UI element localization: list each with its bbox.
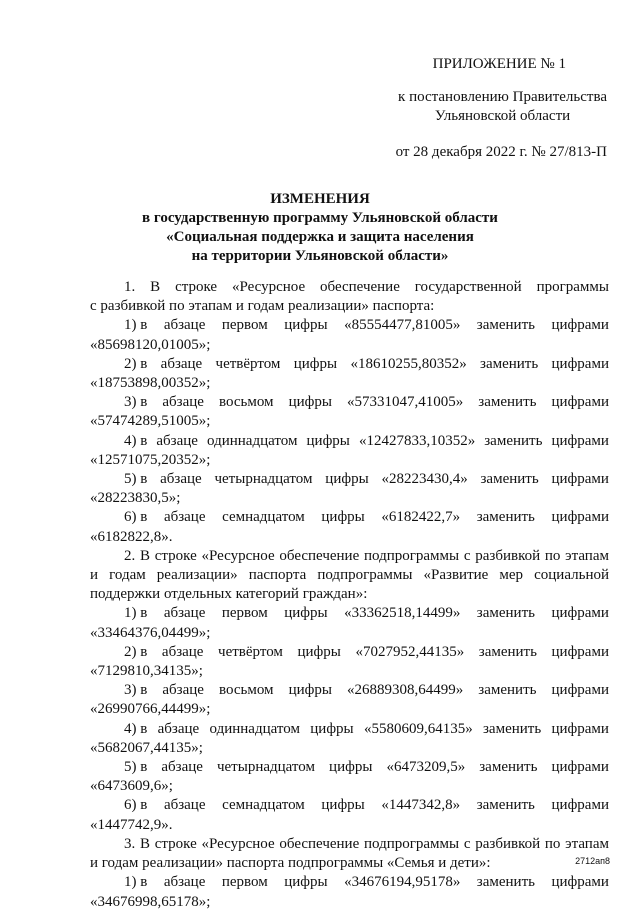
amendment-word: 2) в xyxy=(124,643,148,660)
amendment-word: «33362518,14499» xyxy=(344,605,461,622)
amendment-word: 6) в xyxy=(124,797,148,814)
amendment-word: цифрами xyxy=(551,797,609,814)
amendment-word: первом xyxy=(221,874,268,891)
amendment-new-value: «6473609,6»; xyxy=(90,778,173,795)
amendment-word: 5) в xyxy=(124,471,148,488)
amendment-word: цифрами xyxy=(551,643,609,660)
amendment-word: абзаце xyxy=(161,759,203,776)
amendment-word: одиннадцатом xyxy=(207,432,298,449)
amendment-word: цифрами xyxy=(551,874,609,891)
document-body xyxy=(90,278,609,912)
amendment-new-value: «5682067,44135»; xyxy=(90,739,203,756)
section-3-items xyxy=(90,873,609,911)
resolution-date: от 28 декабря 2022 г. № 27/813-П xyxy=(395,144,607,160)
amendment-item-line xyxy=(90,432,609,451)
amendment-word: 1) в xyxy=(124,605,148,622)
amendment-word: цифрами xyxy=(551,394,609,411)
amendment-item-line xyxy=(90,470,609,489)
amendment-word: заменить xyxy=(476,605,535,622)
amendment-word: «7027952,44135» xyxy=(355,643,465,660)
amendment-word: 1) в xyxy=(124,317,148,334)
amendment-word: 3) в xyxy=(124,394,148,411)
amendment-word: заменить xyxy=(478,643,537,660)
amendment-word: «26889308,64499» xyxy=(347,682,464,699)
amendment-item-line xyxy=(90,873,609,892)
amendment-word: заменить xyxy=(480,355,539,372)
document-title xyxy=(0,190,640,266)
amendment-word: цифрами xyxy=(551,317,609,334)
amendment-word: цифрами xyxy=(551,682,609,699)
amendment-word: цифры xyxy=(284,605,328,622)
amendment-word: заменить xyxy=(478,394,537,411)
resolution-reference xyxy=(398,88,607,126)
amendment-word: абзаце xyxy=(156,432,198,449)
amendment-word: цифры xyxy=(310,720,354,737)
amendment-word: цифрами xyxy=(551,432,609,449)
amendment-word: «85554477,81005» xyxy=(344,317,461,334)
section-1-intro-b: с разбивкой по этапам и годам реализации» паспорта: xyxy=(90,298,435,315)
amendment-word: абзаце xyxy=(160,355,203,372)
amendment-item-line xyxy=(90,758,609,777)
amendment-word: 2) в xyxy=(124,355,148,372)
amendment-word: «18610255,80352» xyxy=(350,355,467,372)
title-line-3: «Социальная поддержка и защита населения xyxy=(166,229,474,245)
amendment-word: абзаце xyxy=(162,394,204,411)
amendment-word: 4) в xyxy=(124,720,148,737)
title-line-1: ИЗМЕНЕНИЯ xyxy=(270,191,370,207)
amendment-word: абзаце xyxy=(163,317,206,334)
amendment-item-line xyxy=(90,508,609,527)
amendment-word: абзаце xyxy=(163,605,206,622)
amendment-word: абзаце xyxy=(163,874,206,891)
appendix-label: ПРИЛОЖЕНИЕ № 1 xyxy=(432,56,566,72)
amendment-word: заменить xyxy=(476,874,535,891)
amendment-word: семнадцатом xyxy=(222,797,305,814)
amendment-word: абзаце xyxy=(163,797,206,814)
amendment-item-line xyxy=(90,393,609,412)
amendment-word: заменить xyxy=(478,682,537,699)
amendment-word: четырнадцатом xyxy=(214,471,313,488)
amendment-new-value: «57474289,51005»; xyxy=(90,413,211,430)
section-1-items xyxy=(90,316,609,546)
amendment-word: цифры xyxy=(297,643,341,660)
amendment-word: четвёртом xyxy=(218,643,283,660)
amendment-word: первом xyxy=(221,605,268,622)
amendment-word: 1) в xyxy=(124,874,148,891)
amendment-word: заменить xyxy=(479,759,538,776)
amendment-word: цифрами xyxy=(551,509,609,526)
amendment-word: цифры xyxy=(288,682,332,699)
amendment-word: цифрами xyxy=(551,355,609,372)
amendment-word: восьмом xyxy=(218,394,274,411)
amendment-word: цифры xyxy=(321,509,365,526)
amendment-word: 3) в xyxy=(124,682,148,699)
amendment-word: цифрами xyxy=(551,720,609,737)
amendment-word: цифры xyxy=(329,759,373,776)
amendment-word: «1447342,8» xyxy=(381,797,461,814)
amendment-word: заменить xyxy=(484,432,543,449)
amendment-new-value: «26990766,44499»; xyxy=(90,701,211,718)
amendment-word: «28223430,4» xyxy=(381,471,468,488)
amendment-word: цифры xyxy=(284,317,328,334)
amendment-word: восьмом xyxy=(218,682,274,699)
amendment-new-value: «28223830,5»; xyxy=(90,490,181,507)
amendment-word: первом xyxy=(221,317,268,334)
amendment-word: «12427833,10352» xyxy=(358,432,476,449)
amendment-word: 4) в xyxy=(124,432,148,449)
amendment-word: 5) в xyxy=(124,759,148,776)
amendment-word: цифры xyxy=(321,797,365,814)
title-line-2: в государственную программу Ульяновской области xyxy=(142,210,498,226)
amendment-word: цифрами xyxy=(551,759,609,776)
section-1-intro-a: 1. В строке «Ресурсное обеспечение государственной программы xyxy=(124,279,609,295)
amendment-item-line xyxy=(90,720,609,739)
amendment-new-value: «6182822,8». xyxy=(90,528,173,545)
resolution-line-1: к постановлению Правительства xyxy=(398,89,607,105)
amendment-word: цифры xyxy=(325,471,369,488)
amendment-new-value: «18753898,00352»; xyxy=(90,375,211,392)
amendment-word: заменить xyxy=(476,797,535,814)
amendment-word: семнадцатом xyxy=(222,509,305,526)
amendment-word: заменить xyxy=(480,471,539,488)
section-2-intro-a: 2. В строке «Ресурсное обеспечение подпрограммы с разбивкой по этапам xyxy=(124,547,609,564)
amendment-new-value: «7129810,34135»; xyxy=(90,663,203,680)
section-2-intro-b: и годам реализации» паспорта подпрограммы «Развитие мер социальной xyxy=(90,567,609,584)
amendment-word: цифры xyxy=(293,355,338,372)
amendment-word: абзаце xyxy=(160,471,202,488)
amendment-item-line xyxy=(90,604,609,623)
section-3-intro-a: 3. В строке «Ресурсное обеспечение подпрограммы с разбивкой по этапам xyxy=(124,835,609,852)
amendment-word: «5580609,64135» xyxy=(363,720,473,737)
amendment-word: абзаце xyxy=(163,509,206,526)
resolution-line-2: Ульяновской области xyxy=(434,108,571,124)
amendment-word: «57331047,41005» xyxy=(347,394,464,411)
amendment-word: четырнадцатом xyxy=(216,759,315,776)
amendment-word: «34676194,95178» xyxy=(344,874,461,891)
amendment-word: «6473209,5» xyxy=(386,759,466,776)
amendment-word: одиннадцатом xyxy=(209,720,300,737)
amendment-word: «6182422,7» xyxy=(381,509,461,526)
document-code: 2712ап8 xyxy=(575,856,610,866)
amendment-item-line xyxy=(90,355,609,374)
amendment-word: абзаце xyxy=(161,643,204,660)
amendment-word: заменить xyxy=(483,720,542,737)
amendment-word: заменить xyxy=(476,317,535,334)
amendment-new-value: «34676998,65178»; xyxy=(90,893,211,910)
amendment-word: цифрами xyxy=(551,471,609,488)
amendment-word: цифры xyxy=(284,874,328,891)
section-3-intro-b: и годам реализации» паспорта подпрограммы «Семья и дети»: xyxy=(90,855,491,872)
amendment-new-value: «85698120,01005»; xyxy=(90,336,211,353)
amendment-word: 6) в xyxy=(124,509,148,526)
title-line-4: на территории Ульяновской области» xyxy=(191,248,449,264)
amendment-item-line xyxy=(90,681,609,700)
amendment-word: абзаце xyxy=(162,682,204,699)
amendment-word: четвёртом xyxy=(215,355,281,372)
amendment-new-value: «12571075,20352»; xyxy=(90,451,211,468)
amendment-new-value: «1447742,9». xyxy=(90,816,173,833)
amendment-new-value: «33464376,04499»; xyxy=(90,624,211,641)
section-2-items xyxy=(90,604,609,834)
amendment-word: цифры xyxy=(306,432,350,449)
amendment-word: абзаце xyxy=(157,720,200,737)
amendment-word: цифры xyxy=(288,394,332,411)
amendment-item-line xyxy=(90,796,609,815)
amendment-item-line xyxy=(90,643,609,662)
amendment-word: цифрами xyxy=(551,605,609,622)
amendment-item-line xyxy=(90,316,609,335)
section-2-intro-c: поддержки отдельных категорий граждан»: xyxy=(90,586,368,603)
amendment-word: заменить xyxy=(476,509,535,526)
